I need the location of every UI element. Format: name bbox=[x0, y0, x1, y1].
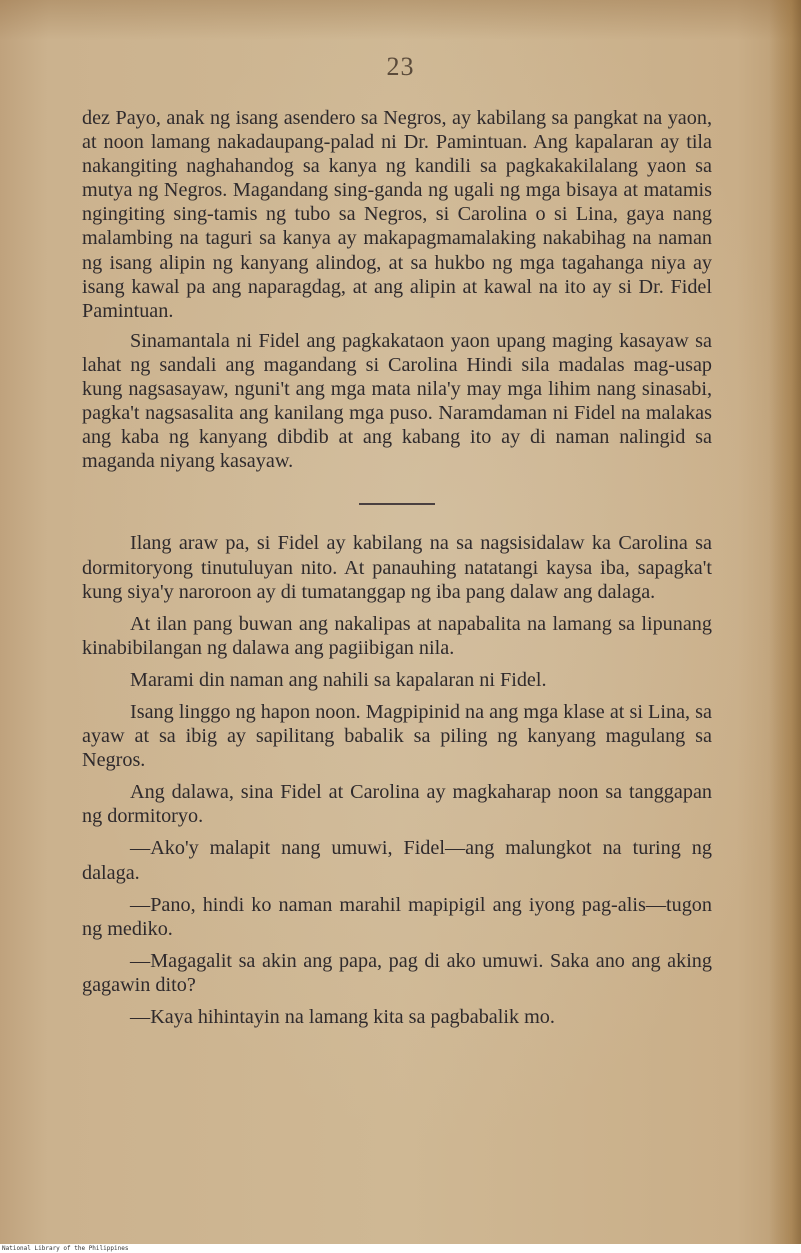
page-number: 23 bbox=[386, 52, 415, 81]
dialogue-line-4: —Kaya hihintayin na lamang kita sa pagbabalik mo. bbox=[130, 1006, 555, 1028]
paragraph-4: At ilan pang buwan ang nakalipas at napabalita na lamang sa lipunang kinabibilangan ng dalawa ang pagiibigan nila. bbox=[82, 612, 712, 659]
dialogue-line-3: —Magagalit sa akin ang papa, pag di ako umuwi. Saka ano ang aking gagawin dito? bbox=[82, 949, 712, 996]
paragraph-2: Sinamantala ni Fidel ang pagkakataon yaon upang maging kasayaw sa lahat ng sandali ang magandang si Carolina Hindi sila madalas mag-usap kung nagsasayaw, nguni't ang mga mata nila'y may mga lihim nang sinasabi, pagka't nagsasalita ang kanilang mga puso. Naramdaman ni Fidel na malakas ang kaba ng kanyang dibdib at ang kabang ito ay di naman nalingid sa maganda niyang kasayaw. bbox=[82, 329, 712, 473]
paragraph-3: Ilang araw pa, si Fidel ay kabilang na sa nagsisidalaw ka Carolina sa dormitoryong tinutuluyan nito. At panauhing natatangi kaysa iba, sapagka't kung siya'y naroroon ay di tumatanggap ng iba pang dalaw ang dalaga. bbox=[82, 532, 712, 603]
paragraph-1: dez Payo, anak ng isang asendero sa Negros, ay kabilang sa pangkat na yaon, at noon lamang nakadaupang-palad ni Dr. Pamintuan. Ang kapalaran ay tila nakangiting naghahandog sa kanya ng kandili sa pagkakakilalang yaon sa mutya ng Negros. Magandang sing-ganda ng ugali ng mga bisaya at matamis ngingiting sing-tamis ng tubo sa Negros, si Carolina o si Lina, gaya nang malambing na taguri sa kanya ay makapagmamalaking nakabihag na naman ng isang alipin ng kanyang alindog, at sa hukbo ng mga tagahanga niya ay isang kawal pa ang naparagdag, at ang alipin at kawal na ito ay si Dr. Fidel Pamintuan. bbox=[82, 107, 712, 322]
dialogue-line-1: —Ako'y malapit nang umuwi, Fidel—ang malungkot na turing ng dalaga. bbox=[82, 837, 712, 884]
page-right-edge bbox=[769, 0, 801, 1244]
dialogue-line-2: —Pano, hindi ko naman marahil mapipigil ang iyong pag-alis—tugon ng mediko. bbox=[82, 893, 712, 940]
page-body bbox=[82, 106, 712, 1029]
paragraph-6: Isang linggo ng hapon noon. Magpipinid na ang mga klase at si Lina, sa ayaw at sa ibig ay sapilitang babalik sa piling ng kanyang magulang sa Negros. bbox=[82, 700, 712, 772]
section-divider bbox=[359, 503, 435, 505]
page-top-shadow bbox=[0, 0, 801, 40]
footer-credit: National Library of the Philippines bbox=[0, 1244, 801, 1253]
paragraph-7: Ang dalawa, sina Fidel at Carolina ay magkaharap noon sa tanggapan ng dormitoryo. bbox=[82, 781, 712, 828]
paragraph-5: Marami din naman ang nahili sa kapalaran ni Fidel. bbox=[130, 668, 547, 691]
